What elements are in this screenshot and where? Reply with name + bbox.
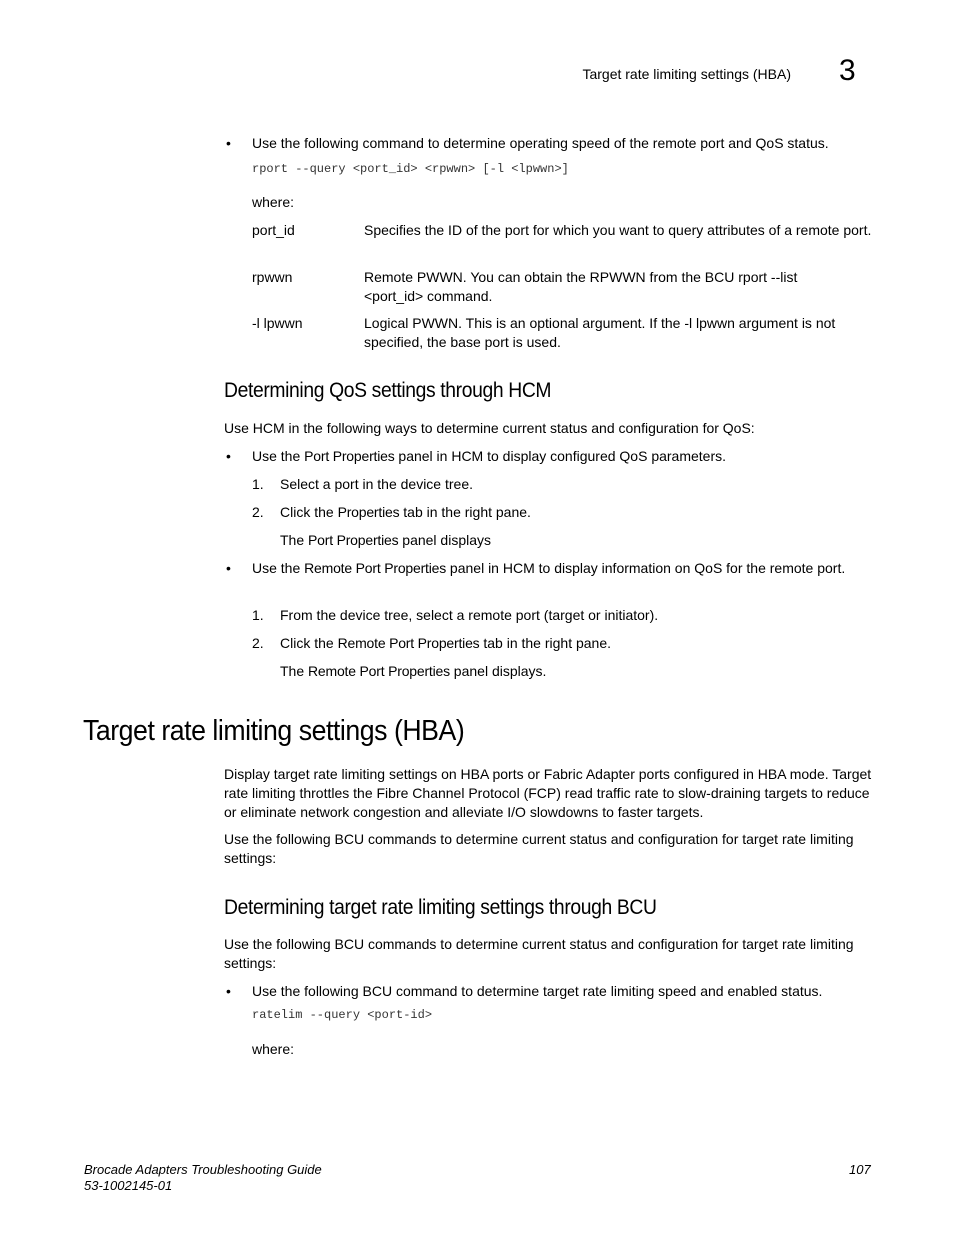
ui-label: Remote Port Properties — [337, 635, 480, 651]
ratelim-command: ratelim --query <port-id> — [252, 1008, 433, 1022]
section-heading-trl: Target rate limiting settings (HBA) — [83, 715, 465, 747]
bullet-icon: • — [226, 560, 231, 576]
where-label: where: — [252, 194, 295, 210]
rport-command: rport --query <port_id> <rpwwn> [-l <lpwwn>] — [252, 162, 569, 176]
ui-label: Remote Port Properties — [304, 560, 447, 576]
section-heading-hcm: Determining QoS settings through HCM — [224, 379, 552, 402]
where-label: where: — [252, 1041, 295, 1057]
definition-term: -l lpwwn — [252, 315, 303, 331]
definition-term: port_id — [252, 222, 295, 238]
bullet-ratelim-text: Use the following BCU command to determine target rate limiting speed and enabled status. — [252, 983, 823, 999]
ui-label: Port Properties — [304, 448, 395, 464]
footer-page-number: 107 — [849, 1162, 871, 1177]
trl-paragraph: Use the following BCU commands to determine current status and configuration for target rate limiting settings: — [224, 831, 854, 866]
bullet-remote-port-properties: Use the Remote Port Properties panel in HCM to display information on QoS for the remote port. — [252, 560, 846, 576]
chapter-number: 3 — [839, 54, 856, 87]
footer-doc-title: Brocade Adapters Troubleshooting Guide — [84, 1162, 322, 1177]
bullet-rport-text: Use the following command to determine operating speed of the remote port and QoS status. — [252, 135, 829, 151]
hcm-intro: Use HCM in the following ways to determine current status and configuration for QoS: — [224, 420, 755, 436]
section-heading-bcu: Determining target rate limiting settings through BCU — [224, 896, 657, 919]
bcu-intro: Use the following BCU commands to determine current status and configuration for target rate limiting settings: — [224, 936, 854, 971]
ui-label: Port Properties — [308, 532, 399, 548]
running-header-title: Target rate limiting settings (HBA) — [582, 66, 791, 82]
ui-label: Remote Port Properties — [308, 663, 450, 679]
bullet-icon: • — [226, 135, 231, 151]
footer-doc-number: 53-1002145-01 — [84, 1178, 173, 1193]
definition-description: Remote PWWN. You can obtain the RPWWN from the BCU rport --list <port_id> command. — [364, 269, 798, 304]
step-result: The Port Properties panel displays — [280, 532, 492, 548]
definition-description: Logical PWWN. This is an optional argument. If the -l lpwwn argument is not specified, the base port is used. — [364, 315, 836, 350]
definition-description: Specifies the ID of the port for which you want to query attributes of a remote port. — [364, 222, 872, 238]
step-result: The Remote Port Properties panel displays. — [280, 663, 547, 679]
trl-paragraph: Display target rate limiting settings on HBA ports or Fabric Adapter ports configured in HBA mode. Target rate limiting throttles the Fibre Channel Protocol (FCP) read traffic rate to slow-draining targets to reduce or eliminate network congestion and alleviate I/O slowdowns to faster targets. — [224, 766, 872, 820]
bullet-icon: • — [226, 448, 231, 464]
bullet-icon: • — [226, 983, 231, 999]
definition-term: rpwwn — [252, 269, 293, 285]
bullet-port-properties: Use the Port Properties panel in HCM to display configured QoS parameters. — [252, 448, 727, 464]
ui-label: Properties — [337, 504, 400, 520]
